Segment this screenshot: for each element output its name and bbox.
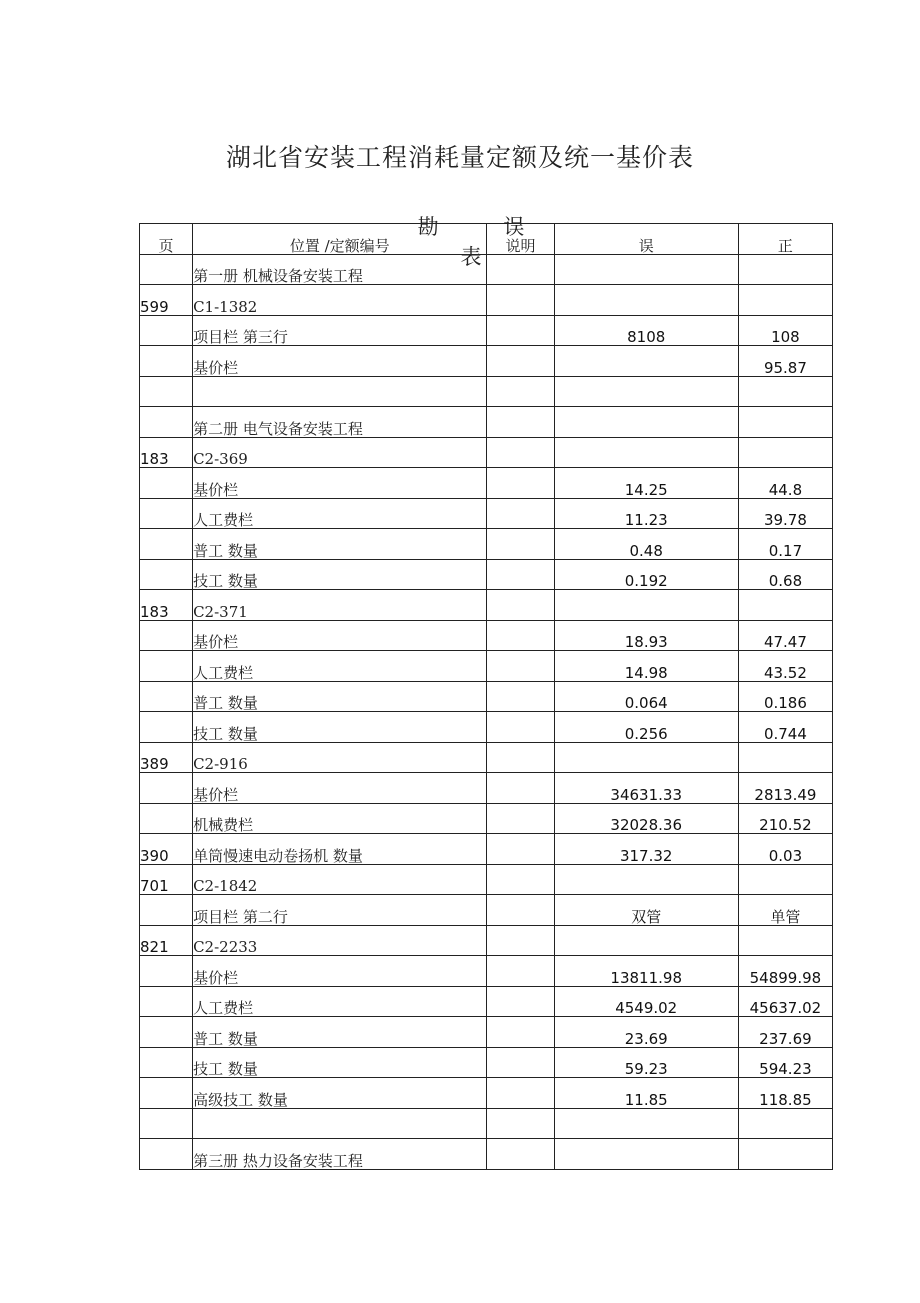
row-page-cell: 389 (140, 742, 193, 773)
row-wrong-cell: 4549.02 (554, 986, 738, 1017)
row-right-cell: 95.87 (738, 346, 832, 377)
row-right-cell: 47.47 (738, 620, 832, 651)
row-position-cell: 基价栏 (193, 620, 487, 651)
row-note-cell (487, 254, 554, 285)
header-right: 正 (738, 224, 832, 255)
row-position-cell (193, 1108, 487, 1139)
row-note-cell (487, 1139, 554, 1170)
row-page-cell (140, 254, 193, 285)
row-page-cell (140, 1108, 193, 1139)
row-note-cell (487, 864, 554, 895)
row-position-cell (193, 376, 487, 407)
row-note-cell (487, 437, 554, 468)
row-right-cell: 单管 (738, 895, 832, 926)
table-row (140, 1047, 833, 1078)
table-row (140, 803, 833, 834)
row-note-cell (487, 925, 554, 956)
table-row (140, 1017, 833, 1048)
row-wrong-cell (554, 376, 738, 407)
row-position-cell: C2-369 (193, 437, 487, 468)
row-note-cell (487, 407, 554, 438)
document-title: 湖北省安装工程消耗量定额及统一基价表 (225, 143, 694, 172)
row-position-cell: 第三册 热力设备安装工程 (193, 1139, 487, 1170)
row-wrong-cell: 34631.33 (554, 773, 738, 804)
row-wrong-cell: 0.064 (554, 681, 738, 712)
row-wrong-cell: 11.23 (554, 498, 738, 529)
row-position-cell: 普工 数量 (193, 1017, 487, 1048)
row-wrong-cell: 11.85 (554, 1078, 738, 1109)
table-row (140, 742, 833, 773)
row-position-cell: 第一册 机械设备安装工程 (193, 254, 487, 285)
row-wrong-cell: 317.32 (554, 834, 738, 865)
row-page-cell: 183 (140, 590, 193, 621)
row-wrong-cell: 18.93 (554, 620, 738, 651)
row-right-cell (738, 285, 832, 316)
row-position-cell: 单筒慢速电动卷扬机 数量 (193, 834, 487, 865)
row-right-cell: 44.8 (738, 468, 832, 499)
row-note-cell (487, 1078, 554, 1109)
table-row (140, 498, 833, 529)
row-note-cell (487, 315, 554, 346)
row-page-cell (140, 895, 193, 926)
table-row (140, 834, 833, 865)
table-row (140, 529, 833, 560)
row-right-cell (738, 590, 832, 621)
row-note-cell (487, 285, 554, 316)
row-position-cell: 技工 数量 (193, 1047, 487, 1078)
table-header-row (140, 224, 833, 255)
row-position-cell: 机械费栏 (193, 803, 487, 834)
row-note-cell (487, 559, 554, 590)
row-wrong-cell: 0.48 (554, 529, 738, 560)
row-right-cell: 0.744 (738, 712, 832, 743)
row-right-cell (738, 925, 832, 956)
table-row (140, 681, 833, 712)
row-right-cell (738, 437, 832, 468)
row-note-cell (487, 681, 554, 712)
table-row (140, 285, 833, 316)
header-wrong: 误 (554, 224, 738, 255)
row-note-cell (487, 376, 554, 407)
row-position-cell: 项目栏 第二行 (193, 895, 487, 926)
row-right-cell (738, 376, 832, 407)
row-page-cell (140, 346, 193, 377)
row-right-cell: 594.23 (738, 1047, 832, 1078)
row-page-cell (140, 986, 193, 1017)
table-row (140, 651, 833, 682)
row-wrong-cell (554, 742, 738, 773)
row-right-cell (738, 864, 832, 895)
errata-table (139, 223, 833, 1170)
row-note-cell (487, 803, 554, 834)
row-note-cell (487, 346, 554, 377)
row-right-cell (738, 407, 832, 438)
row-wrong-cell: 23.69 (554, 1017, 738, 1048)
row-wrong-cell (554, 346, 738, 377)
row-page-cell (140, 712, 193, 743)
header-note: 说明 (487, 224, 554, 255)
table-row (140, 712, 833, 743)
row-position-cell: 项目栏 第三行 (193, 315, 487, 346)
row-wrong-cell (554, 590, 738, 621)
row-wrong-cell (554, 407, 738, 438)
row-note-cell (487, 712, 554, 743)
row-right-cell: 0.68 (738, 559, 832, 590)
header-position: 位置 /定额编号 (193, 224, 487, 255)
row-note-cell (487, 468, 554, 499)
table-row (140, 986, 833, 1017)
row-position-cell: C2-2233 (193, 925, 487, 956)
row-wrong-cell: 8108 (554, 315, 738, 346)
row-position-cell: 普工 数量 (193, 529, 487, 560)
table-row (140, 346, 833, 377)
row-page-cell: 701 (140, 864, 193, 895)
table-row (140, 254, 833, 285)
row-page-cell (140, 620, 193, 651)
row-right-cell: 0.03 (738, 834, 832, 865)
table-row (140, 773, 833, 804)
table-row (140, 376, 833, 407)
row-page-cell (140, 1139, 193, 1170)
row-position-cell: 基价栏 (193, 956, 487, 987)
row-position-cell: 基价栏 (193, 468, 487, 499)
row-position-cell: C1-1382 (193, 285, 487, 316)
table-row (140, 620, 833, 651)
row-note-cell (487, 1047, 554, 1078)
row-note-cell (487, 773, 554, 804)
row-wrong-cell: 14.98 (554, 651, 738, 682)
table-row (140, 468, 833, 499)
row-position-cell: C2-916 (193, 742, 487, 773)
table-row (140, 315, 833, 346)
row-note-cell (487, 742, 554, 773)
row-wrong-cell (554, 437, 738, 468)
row-note-cell (487, 956, 554, 987)
table-row (140, 559, 833, 590)
row-note-cell (487, 651, 554, 682)
row-page-cell (140, 1047, 193, 1078)
row-right-cell: 210.52 (738, 803, 832, 834)
row-note-cell (487, 986, 554, 1017)
errata-subtitle: 勘 误 表 (417, 215, 543, 269)
row-right-cell (738, 742, 832, 773)
row-note-cell (487, 895, 554, 926)
row-page-cell (140, 956, 193, 987)
row-note-cell (487, 1017, 554, 1048)
table-row (140, 1139, 833, 1170)
row-right-cell: 2813.49 (738, 773, 832, 804)
table-row (140, 590, 833, 621)
row-page-cell (140, 407, 193, 438)
row-note-cell (487, 620, 554, 651)
row-page-cell (140, 651, 193, 682)
row-wrong-cell (554, 1139, 738, 1170)
row-right-cell (738, 1108, 832, 1139)
row-position-cell: 高级技工 数量 (193, 1078, 487, 1109)
row-wrong-cell (554, 285, 738, 316)
row-page-cell (140, 376, 193, 407)
row-wrong-cell: 32028.36 (554, 803, 738, 834)
row-page-cell: 821 (140, 925, 193, 956)
row-right-cell: 237.69 (738, 1017, 832, 1048)
table-row (140, 956, 833, 987)
row-position-cell: C2-371 (193, 590, 487, 621)
table-row (140, 1078, 833, 1109)
row-wrong-cell (554, 1108, 738, 1139)
row-wrong-cell: 0.256 (554, 712, 738, 743)
row-right-cell: 108 (738, 315, 832, 346)
row-page-cell: 390 (140, 834, 193, 865)
table-row (140, 864, 833, 895)
row-page-cell: 183 (140, 437, 193, 468)
row-page-cell (140, 681, 193, 712)
row-right-cell: 0.186 (738, 681, 832, 712)
row-wrong-cell (554, 925, 738, 956)
row-page-cell (140, 315, 193, 346)
row-right-cell: 118.85 (738, 1078, 832, 1109)
row-position-cell: 人工费栏 (193, 651, 487, 682)
row-right-cell: 39.78 (738, 498, 832, 529)
row-wrong-cell: 13811.98 (554, 956, 738, 987)
row-wrong-cell (554, 864, 738, 895)
row-position-cell: 基价栏 (193, 773, 487, 804)
table-row (140, 407, 833, 438)
row-right-cell: 54899.98 (738, 956, 832, 987)
row-wrong-cell (554, 254, 738, 285)
row-right-cell: 0.17 (738, 529, 832, 560)
row-position-cell: 普工 数量 (193, 681, 487, 712)
row-note-cell (487, 1108, 554, 1139)
row-right-cell: 43.52 (738, 651, 832, 682)
row-page-cell (140, 529, 193, 560)
row-page-cell (140, 468, 193, 499)
row-position-cell: 人工费栏 (193, 498, 487, 529)
row-page-cell (140, 1017, 193, 1048)
row-page-cell: 599 (140, 285, 193, 316)
row-note-cell (487, 590, 554, 621)
row-position-cell: C2-1842 (193, 864, 487, 895)
table-row (140, 925, 833, 956)
row-position-cell: 第二册 电气设备安装工程 (193, 407, 487, 438)
row-right-cell: 45637.02 (738, 986, 832, 1017)
row-position-cell: 技工 数量 (193, 559, 487, 590)
row-note-cell (487, 834, 554, 865)
row-page-cell (140, 498, 193, 529)
table-row (140, 1108, 833, 1139)
row-wrong-cell: 14.25 (554, 468, 738, 499)
row-note-cell (487, 529, 554, 560)
row-right-cell (738, 254, 832, 285)
row-position-cell: 人工费栏 (193, 986, 487, 1017)
table-row (140, 895, 833, 926)
row-position-cell: 基价栏 (193, 346, 487, 377)
table-row (140, 437, 833, 468)
row-page-cell (140, 559, 193, 590)
row-page-cell (140, 1078, 193, 1109)
row-wrong-cell: 59.23 (554, 1047, 738, 1078)
row-position-cell: 技工 数量 (193, 712, 487, 743)
header-page: 页 (140, 224, 193, 255)
row-page-cell (140, 773, 193, 804)
row-page-cell (140, 803, 193, 834)
row-wrong-cell: 双管 (554, 895, 738, 926)
row-right-cell (738, 1139, 832, 1170)
row-note-cell (487, 498, 554, 529)
row-wrong-cell: 0.192 (554, 559, 738, 590)
